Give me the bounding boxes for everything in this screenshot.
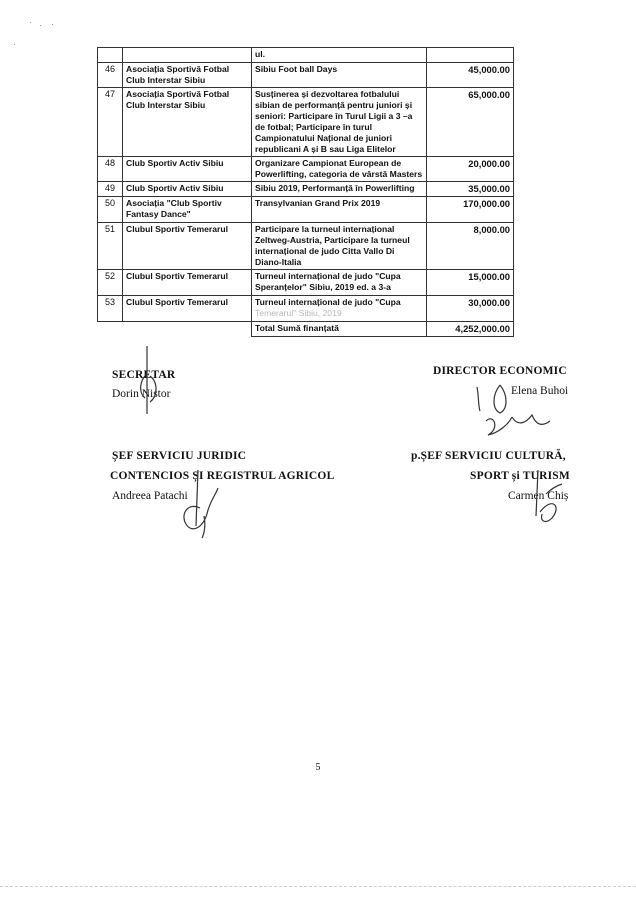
organization-cell: Club Sportiv Activ Sibiu (123, 157, 252, 182)
director-title: DIRECTOR ECONOMIC (433, 365, 567, 377)
organization-cell: Club Sportiv Activ Sibiu (123, 182, 252, 197)
project-cell (252, 296, 427, 322)
organization-cell: Clubul Sportiv Temerarul (123, 270, 252, 296)
cultura-name: Carmen Chiș (508, 490, 569, 502)
total-spacer (98, 322, 252, 337)
juridic-title-1: ȘEF SERVICIU JURIDIC (112, 450, 247, 462)
project-cell: Participare la turneul internațional Zeltweg-Austria, Participare la turneul internațional de judo Citta Vallo Di Diano-Italia (252, 223, 427, 270)
organization-cell: Asociația "Club Sportiv Fantasy Dance" (123, 197, 252, 223)
director-name: Elena Buhoi (511, 385, 569, 397)
organization-cell: Clubul Sportiv Temerarul (123, 223, 252, 270)
project-cell: Turneul internațional de judo "Cupa Speranțelor" Sibiu, 2019 ed. a 3-a (252, 270, 427, 296)
total-amount: 4,252,000.00 (427, 322, 514, 337)
row-number: 52 (98, 270, 123, 296)
scan-edge (0, 886, 636, 887)
project-cell: Sibiu Foot ball Days (252, 63, 427, 88)
table-row (98, 48, 514, 63)
amount-cell: 170,000.00 (427, 197, 514, 223)
table-row (98, 270, 514, 296)
table-row (98, 197, 514, 223)
total-label: Total Sumă finanțată (252, 322, 427, 337)
organization-cell: Asociația Sportivă Fotbal Club Interstar Sibiu (123, 63, 252, 88)
organization-cell: Asociația Sportivă Fotbal Club Interstar Sibiu (123, 88, 252, 157)
amount-cell: 20,000.00 (427, 157, 514, 182)
row-number: 48 (98, 157, 123, 182)
cultura-title-1: p.ȘEF SERVICIU CULTURĂ, (411, 450, 566, 462)
table-row (98, 63, 514, 88)
row-number: 46 (98, 63, 123, 88)
organization-cell (123, 48, 252, 63)
cultura-title-2: SPORT și TURISM (470, 470, 570, 482)
cultura-signature (522, 466, 566, 528)
amount-cell: 65,000.00 (427, 88, 514, 157)
row-number: 53 (98, 296, 123, 322)
grant-table (97, 47, 514, 337)
project-cell: Susținerea și dezvoltarea fotbalului sibian de performanță pentru juniori și seniori: Participare în Turul Ligii a 3 –a de fotbal; Participare în turul Campionatului Național de juniori republicani A și B sau Liga Elitelor (252, 88, 427, 157)
row-number: 50 (98, 197, 123, 223)
project-cell: Transylvanian Grand Prix 2019 (252, 197, 427, 223)
table-row (98, 157, 514, 182)
amount-cell: 30,000.00 (427, 296, 514, 322)
project-cell: ul. (252, 48, 427, 63)
secretar-signature (136, 344, 166, 420)
project-cell: Sibiu 2019, Performanță în Powerlifting (252, 182, 427, 197)
organization-cell: Clubul Sportiv Temerarul (123, 296, 252, 322)
juridic-name: Andreea Patachi (112, 490, 188, 502)
director-signature (474, 383, 554, 441)
table-row (98, 223, 514, 270)
amount-cell: 45,000.00 (427, 63, 514, 88)
amount-cell: 15,000.00 (427, 270, 514, 296)
page-number: 5 (315, 762, 321, 773)
total-row (98, 322, 514, 337)
amount-cell: 8,000.00 (427, 223, 514, 270)
table-row (98, 88, 514, 157)
row-number: 47 (98, 88, 123, 157)
table-row (98, 296, 514, 322)
row-number (98, 48, 123, 63)
juridic-title-2: CONTENCIOS ȘI REGISTRUL AGRICOL (110, 470, 335, 482)
project-text: Turneul internațional de judo "Cupa (255, 297, 401, 307)
amount-cell (427, 48, 514, 63)
secretar-name: Dorin Nistor (112, 388, 171, 400)
row-number: 49 (98, 182, 123, 197)
row-number: 51 (98, 223, 123, 270)
table-row (98, 182, 514, 197)
amount-cell: 35,000.00 (427, 182, 514, 197)
project-cell: Organizare Campionat European de Powerlifting, categoria de vârstă Masters (252, 157, 427, 182)
secretar-title: SECRETAR (112, 369, 176, 381)
project-text-faded: Temerarul" Sibiu, 2019 (255, 308, 342, 318)
juridic-signature (174, 468, 224, 540)
